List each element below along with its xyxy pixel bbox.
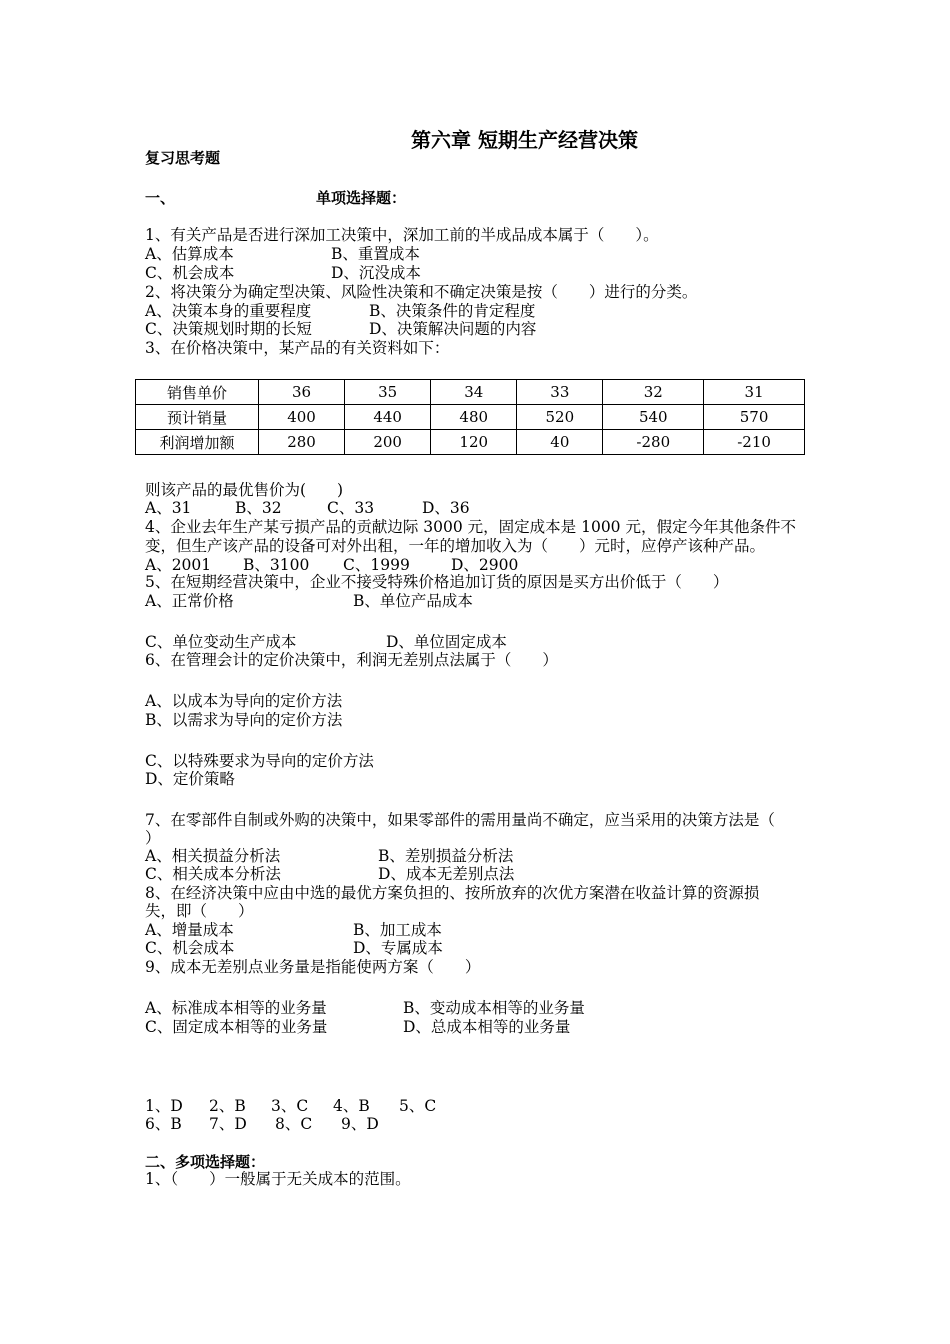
q8-option-d: D、专属成本 <box>353 939 443 957</box>
q3-option-c: C、33 <box>327 499 375 517</box>
q3-option-b: B、32 <box>235 499 282 517</box>
table-cell: 120 <box>431 430 517 455</box>
q4-stem-line2: 变，但生产该产品的设备可对外出租，一年的增加收入为（ ）元时，应停产该种产品。 <box>145 537 766 555</box>
q3-option-d: D、36 <box>422 499 470 517</box>
q9-option-a: A、标准成本相等的业务量 <box>145 999 327 1017</box>
q3-question: 则该产品的最优售价为( ) <box>145 481 344 499</box>
q7-option-d: D、成本无差别点法 <box>378 865 515 883</box>
table-row-label: 销售单价 <box>136 380 259 405</box>
table-cell: -280 <box>603 430 704 455</box>
q5-option-c: C、单位变动生产成本 <box>145 633 297 651</box>
q4-option-a: A、2001 <box>145 556 212 574</box>
table-row <box>136 430 805 455</box>
table-cell: 540 <box>603 405 704 430</box>
q5-option-b: B、单位产品成本 <box>353 592 473 610</box>
q4-option-c: C、1999 <box>343 556 410 574</box>
answer-item: 8、C <box>275 1115 313 1133</box>
q6-option-a: A、以成本为导向的定价方法 <box>145 692 343 710</box>
q8-option-c: C、机会成本 <box>145 939 235 957</box>
answer-item: 6、B <box>145 1115 182 1133</box>
q4-option-b: B、3100 <box>243 556 310 574</box>
q8-stem-line1: 8、在经济决策中应由中选的最优方案负担的、按所放弃的次优方案潜在收益计算的资源损 <box>145 884 760 902</box>
q2-option-c: C、决策规划时期的长短 <box>145 320 312 338</box>
answer-item: 7、D <box>209 1115 247 1133</box>
q6-option-b: B、以需求为导向的定价方法 <box>145 711 343 729</box>
q6-option-c: C、以特殊要求为导向的定价方法 <box>145 752 374 770</box>
table-cell: 31 <box>704 380 805 405</box>
q9-option-d: D、总成本相等的业务量 <box>403 1018 571 1036</box>
q7-stem-line2: ） <box>145 829 161 847</box>
q8-option-a: A、增量成本 <box>145 921 234 939</box>
q8-option-b: B、加工成本 <box>353 921 442 939</box>
answer-item: 1、D <box>145 1097 183 1115</box>
section-1-title: 单项选择题： <box>316 189 407 207</box>
q8-stem-line2: 失，即（ ） <box>145 902 254 920</box>
q7-option-c: C、相关成本分析法 <box>145 865 281 883</box>
table-cell: 440 <box>345 405 431 430</box>
q2-option-d: D、决策解决问题的内容 <box>369 320 537 338</box>
table-cell: 40 <box>517 430 603 455</box>
q3-option-a: A、31 <box>145 499 192 517</box>
table-row <box>136 380 805 405</box>
answer-item: 9、D <box>341 1115 379 1133</box>
table-row <box>136 405 805 430</box>
q9-option-b: B、变动成本相等的业务量 <box>403 999 585 1017</box>
table-cell: 400 <box>259 405 345 430</box>
q4-stem-line1: 4、企业去年生产某亏损产品的贡献边际 3000 元，固定成本是 1000 元，假定今年其他条件不 <box>145 518 796 536</box>
table-cell: 280 <box>259 430 345 455</box>
q7-option-b: B、差别损益分析法 <box>378 847 514 865</box>
q2-option-a: A、决策本身的重要程度 <box>145 302 312 320</box>
q7-option-a: A、相关损益分析法 <box>145 847 281 865</box>
q2-stem: 2、将决策分为确定型决策、风险性决策和不确定决策是按（ ）进行的分类。 <box>145 283 698 301</box>
table-row-label: 利润增加额 <box>136 430 259 455</box>
q9-option-c: C、固定成本相等的业务量 <box>145 1018 328 1036</box>
q6-option-d: D、定价策略 <box>145 770 235 788</box>
q1-option-a: A、估算成本 <box>145 245 234 263</box>
table-cell: 520 <box>517 405 603 430</box>
q4-option-d: D、2900 <box>451 556 519 574</box>
table-cell: 34 <box>431 380 517 405</box>
table-cell: 33 <box>517 380 603 405</box>
price-table <box>135 379 805 455</box>
section-1-number: 一、 <box>145 189 176 207</box>
answer-item: 4、B <box>333 1097 370 1115</box>
q5-option-d: D、单位固定成本 <box>386 633 507 651</box>
q2-option-b: B、决策条件的肯定程度 <box>369 302 536 320</box>
answer-item: 2、B <box>209 1097 246 1115</box>
q9-stem: 9、成本无差别点业务量是指能使两方案（ ） <box>145 958 481 976</box>
answer-key-row-2 <box>145 1115 379 1134</box>
q3-stem: 3、在价格决策中，某产品的有关资料如下： <box>145 339 450 357</box>
table-cell: 36 <box>259 380 345 405</box>
page-title: 第六章 短期生产经营决策 <box>411 128 638 152</box>
answer-item: 3、C <box>271 1097 309 1115</box>
table-cell: 200 <box>345 430 431 455</box>
table-cell: 570 <box>704 405 805 430</box>
q7-stem-line1: 7、在零部件自制或外购的决策中，如果零部件的需用量尚不确定，应当采用的决策方法是（ <box>145 811 775 829</box>
q1-stem: 1、有关产品是否进行深加工决策中，深加工前的半成品成本属于（ ）。 <box>145 226 659 244</box>
section-2-q1-stem: 1、（ ）一般属于无关成本的范围。 <box>145 1170 411 1188</box>
q1-option-c: C、机会成本 <box>145 264 235 282</box>
table-cell: 32 <box>603 380 704 405</box>
q5-stem: 5、在短期经营决策中，企业不接受特殊价格追加订货的原因是买方出价低于（ ） <box>145 573 729 591</box>
table-row-label: 预计销量 <box>136 405 259 430</box>
page-subtitle: 复习思考题 <box>145 149 221 167</box>
answer-item: 5、C <box>399 1097 437 1115</box>
table-cell: 35 <box>345 380 431 405</box>
section-2-title: 二、多项选择题： <box>145 1153 266 1171</box>
table-cell: -210 <box>704 430 805 455</box>
q1-option-b: B、重置成本 <box>331 245 420 263</box>
answer-key-row-1 <box>145 1097 437 1116</box>
q6-stem: 6、在管理会计的定价决策中，利润无差别点法属于（ ） <box>145 651 558 669</box>
q5-option-a: A、正常价格 <box>145 592 234 610</box>
q1-option-d: D、沉没成本 <box>331 264 421 282</box>
table-cell: 480 <box>431 405 517 430</box>
